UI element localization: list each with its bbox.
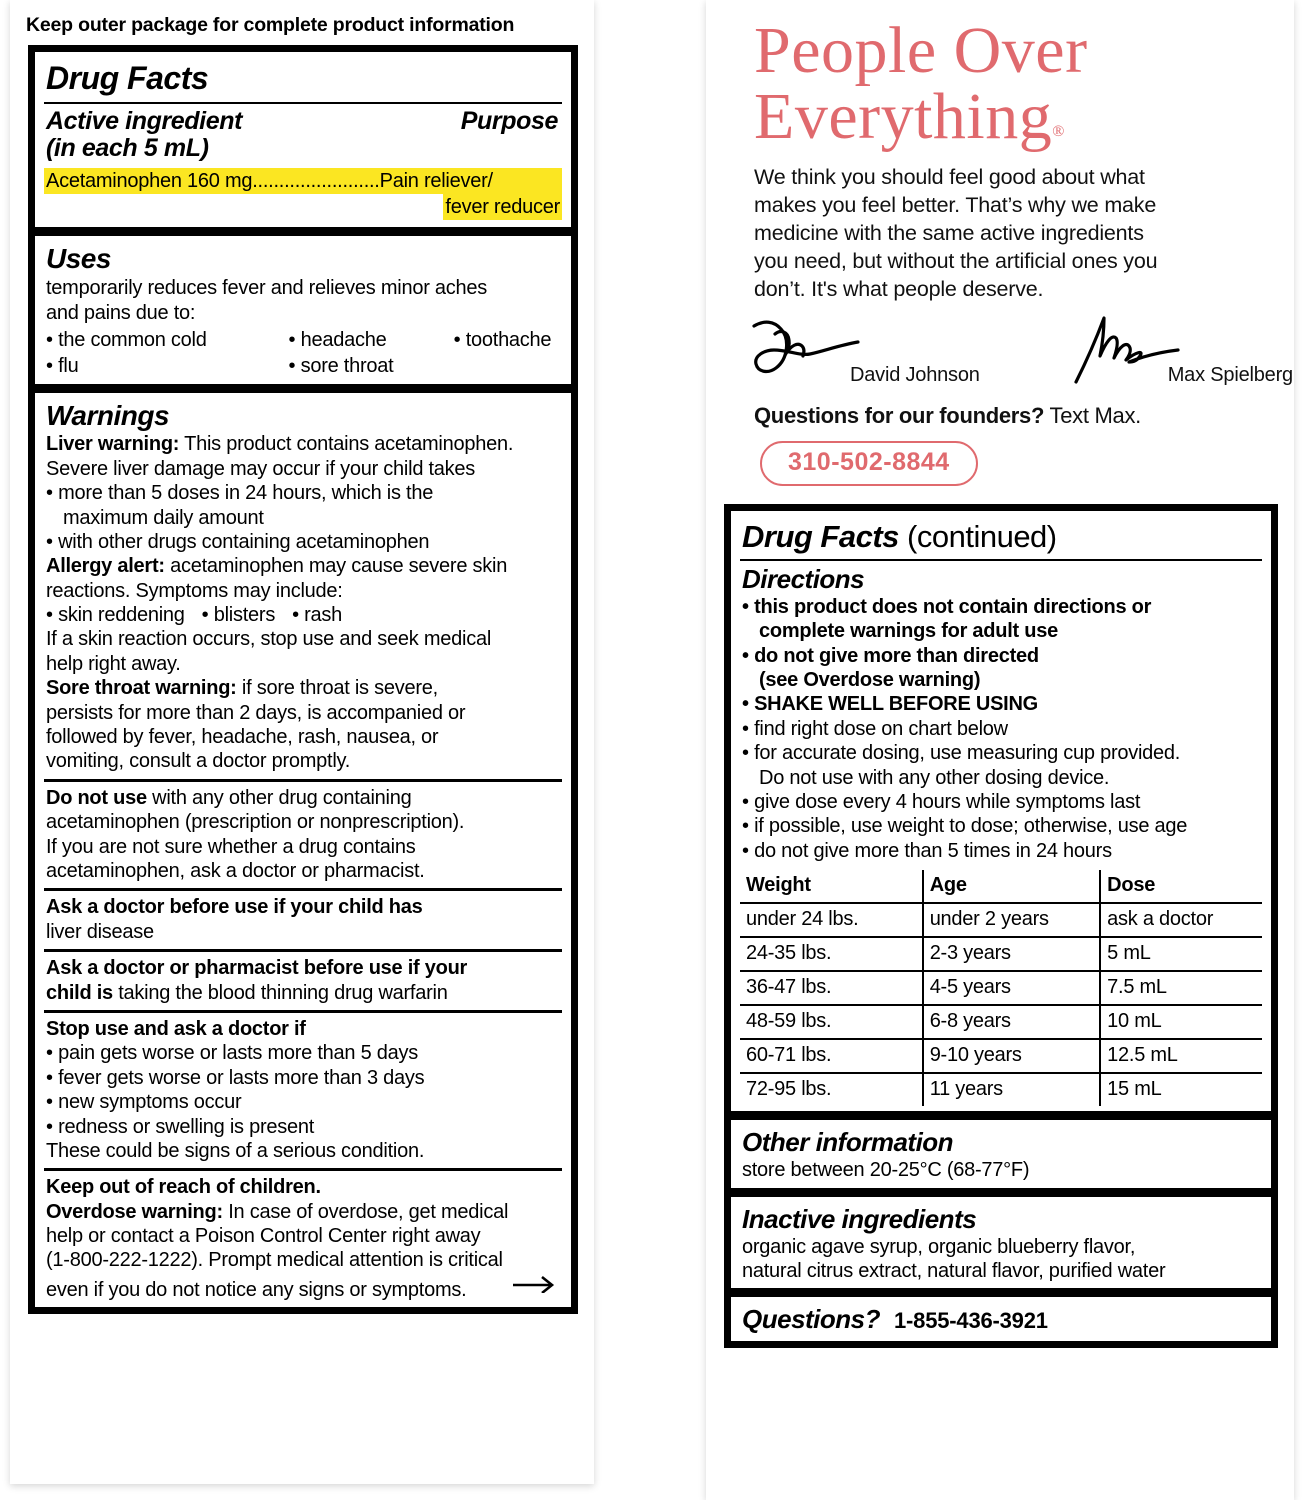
sore-throat-label: Sore throat warning:: [46, 677, 237, 700]
sore-throat-warning-block: [44, 676, 562, 774]
list-item: • flu: [46, 354, 79, 377]
liver-bullet-1-cont: maximum daily amount: [63, 506, 264, 529]
liver-warning-block: [44, 432, 562, 554]
active-ingredient-line1: Acetaminophen 160 mg........................Pain reliever/: [44, 168, 562, 194]
overdose-line4: even if you do not notice any signs or symptoms.: [46, 1278, 467, 1301]
overdose-line3: (1-800-222-1222). Prompt medical attention is critical: [46, 1249, 503, 1272]
section-band: [731, 1111, 1271, 1120]
drug-facts-title: Drug Facts: [46, 60, 209, 96]
liver-warning-line2: Severe liver damage may occur if your child takes: [46, 457, 476, 480]
do-not-use-line1: [46, 786, 562, 810]
direction-item-label: give dose every 4 hours while symptoms last: [754, 790, 1141, 813]
uses-intro-line1: temporarily reduces fever and relieves minor aches: [46, 277, 488, 300]
direction-item-label: do not give more than directed: [754, 644, 1039, 667]
list-item: • pain gets worse or lasts more than 5 days: [46, 1042, 419, 1065]
do-not-use-line3: If you are not sure whether a drug contains: [46, 835, 416, 858]
liver-bullet-1: more than 5 doses in 24 hours, which is the: [58, 482, 434, 505]
table-row: [740, 1005, 1262, 1039]
inactive-ingredients-line2: natural citrus extract, natural flavor, purified water: [742, 1259, 1166, 1282]
direction-item-cont: Do not use with any other dosing device.: [759, 766, 1110, 789]
inactive-ingredients-section: [731, 1197, 1271, 1288]
divider: [44, 888, 562, 891]
keep-out-overdose-block: [44, 1175, 562, 1302]
cell-age: 4-5 years: [923, 971, 1100, 1005]
liver-warning-text: This product contains acetaminophen.: [179, 433, 514, 456]
right-label-panel: [706, 0, 1294, 1500]
ask-doctor-label-text: Ask a doctor before use if your child has: [46, 896, 423, 919]
outer-package-note: Keep outer package for complete product information: [26, 14, 515, 36]
questions-section: [731, 1297, 1271, 1341]
left-label-panel: [10, 0, 594, 1484]
brand-wordmark: [706, 0, 1294, 153]
list-item: • redness or swelling is present: [46, 1115, 315, 1138]
uses-item-label: flu: [58, 354, 79, 377]
other-information-title: Other information: [742, 1127, 954, 1158]
cell-dose: 5 mL: [1100, 937, 1262, 971]
section-band: [731, 1288, 1271, 1297]
directions-bold-bullets: [740, 595, 1262, 717]
table-row: [740, 1039, 1262, 1073]
continue-arrow-icon: [512, 1273, 562, 1302]
active-ingredient-heading-line1: Active ingredient: [46, 106, 243, 135]
ask-doctor-label: [46, 895, 562, 919]
cell-weight: 60-71 lbs.: [740, 1039, 923, 1073]
inactive-ingredients-title: Inactive ingredients: [742, 1203, 977, 1234]
divider: [44, 949, 562, 952]
list-item: • fever gets worse or lasts more than 3 days: [46, 1066, 425, 1089]
list-item: • with other drugs containing acetaminophen: [46, 530, 430, 553]
directions-section: [731, 511, 1271, 1111]
active-ingredient-line2-row: [44, 194, 562, 220]
cell-dose: 10 mL: [1100, 1005, 1262, 1039]
list-item: • find right dose on chart below: [742, 717, 1008, 740]
section-band: [35, 384, 571, 393]
allergy-after-line2: help right away.: [46, 652, 181, 675]
uses-item-label: sore throat: [300, 354, 394, 377]
divider: [740, 559, 1262, 561]
allergy-symptom-list: [46, 603, 562, 627]
list-item: • toothache: [453, 328, 552, 351]
cell-dose: 12.5 mL: [1100, 1039, 1262, 1073]
sore-throat-line1: [46, 676, 562, 700]
ask-pharmacist-label-1: Ask a doctor or pharmacist before use if your: [46, 957, 468, 980]
allergy-alert-block: [44, 554, 562, 676]
mission-line-2: makes you feel better. That’s why we make: [754, 192, 1157, 217]
overdose-line4-row: [46, 1273, 562, 1302]
cell-weight: 36-47 lbs.: [740, 971, 923, 1005]
sore-throat-text: if sore throat is severe,: [236, 677, 438, 700]
uses-item-label: toothache: [465, 328, 552, 351]
cell-age: under 2 years: [923, 903, 1100, 937]
founders-prompt: [706, 389, 1294, 429]
list-item: • rash: [292, 604, 343, 627]
list-item: • new symptoms occur: [46, 1091, 242, 1114]
keep-out-label: Keep out of reach of children.: [46, 1176, 321, 1199]
cell-weight: 24-35 lbs.: [740, 937, 923, 971]
cell-weight: under 24 lbs.: [740, 903, 923, 937]
overdose-text: In case of overdose, get medical: [222, 1200, 509, 1223]
keep-out-of-reach: [46, 1175, 562, 1199]
drug-facts-continued-title: [740, 517, 1262, 558]
uses-section: [35, 236, 571, 383]
stop-use-block: [44, 1017, 562, 1163]
active-ingredient-heading: [46, 108, 242, 163]
uses-list-row-1: [44, 327, 562, 353]
warnings-section: [35, 393, 571, 1308]
do-not-use-text: with any other drug containing: [146, 786, 412, 809]
stop-item-label: new symptoms occur: [58, 1091, 242, 1114]
direction-item-label: for accurate dosing, use measuring cup provided.: [754, 742, 1181, 765]
cell-weight: 72-95 lbs.: [746, 1078, 832, 1101]
mission-line-4: you need, but without the artificial ones you: [754, 248, 1158, 273]
stop-item-label: redness or swelling is present: [58, 1115, 315, 1138]
overdose-label: Overdose warning:: [46, 1200, 223, 1223]
section-band: [35, 227, 571, 236]
ask-pharmacist-line2: [46, 981, 562, 1005]
do-not-use-block: [44, 786, 562, 884]
column-header-age: Age: [923, 870, 1100, 903]
questions-title: Questions?: [742, 1304, 881, 1335]
sore-throat-line2: persists for more than 2 days, is accompanied or: [46, 701, 466, 724]
direction-item-label: this product does not contain directions or: [754, 595, 1152, 618]
table-row: [740, 971, 1262, 1005]
allergy-after-line1: If a skin reaction occurs, stop use and seek medical: [46, 628, 492, 651]
stop-use-label: [46, 1017, 562, 1041]
other-information-text: store between 20-25°C (68-77°F): [742, 1158, 1030, 1181]
drug-facts-continued-box: [724, 504, 1278, 1349]
divider: [44, 102, 562, 104]
list-item: • do not give more than 5 times in 24 hours: [742, 839, 1112, 862]
drug-facts-box: [28, 45, 578, 1314]
cell-weight: 48-59 lbs.: [740, 1005, 923, 1039]
ask-pharmacist-line1: [46, 956, 562, 980]
cell-age: 2-3 years: [923, 937, 1100, 971]
uses-list-row-2: [44, 353, 562, 379]
warnings-title: Warnings: [46, 399, 170, 431]
drug-facts-continued-title-rest: (continued): [898, 518, 1057, 554]
allergy-alert-line2: reactions. Symptoms may include:: [46, 579, 343, 602]
uses-item-label: headache: [300, 328, 387, 351]
section-band: [731, 1188, 1271, 1197]
allergy-item-label: blisters: [213, 604, 276, 627]
table-header-row: [740, 870, 1262, 903]
list-item: • do not give more than directed: [742, 644, 1039, 667]
allergy-item-label: rash: [304, 604, 343, 627]
stop-item-label: fever gets worse or lasts more than 3 days: [58, 1066, 425, 1089]
sore-throat-line3: followed by fever, headache, rash, nausea, or: [46, 726, 439, 749]
mission-line-5: don’t. It's what people deserve.: [754, 276, 1044, 301]
active-ingredient-heading-line2: (in each 5 mL): [46, 134, 209, 163]
liver-bullet-2: with other drugs containing acetaminophen: [58, 530, 430, 553]
cell-dose: 7.5 mL: [1100, 971, 1262, 1005]
sore-throat-line4: vomiting, consult a doctor promptly.: [46, 750, 351, 773]
registered-mark-icon: ®: [1052, 123, 1065, 140]
list-item: • headache: [288, 328, 387, 351]
overdose-line1: [46, 1200, 562, 1224]
allergy-alert-text: acetaminophen may cause severe skin: [164, 555, 508, 578]
do-not-use-line4: acetaminophen, ask a doctor or pharmacist.: [46, 859, 425, 882]
signature-icon-max-spielberg: [1066, 312, 1184, 389]
uses-intro-line2: and pains due to:: [46, 302, 196, 325]
list-item-empty: [454, 353, 562, 379]
divider: [44, 1010, 562, 1013]
founder-name-label: David Johnson: [850, 363, 980, 386]
divider: [44, 779, 562, 782]
active-ingredient-header-row: [44, 106, 562, 163]
allergy-alert-label: Allergy alert:: [46, 555, 165, 578]
drug-facts-header-section: [35, 52, 571, 227]
cell-dose: 15 mL: [1100, 1073, 1262, 1106]
table-row: [740, 903, 1262, 937]
signature-icon-david-johnson: [748, 312, 866, 389]
uses-item-label: the common cold: [58, 328, 207, 351]
mission-line-3: medicine with the same active ingredients: [754, 220, 1144, 245]
divider: [44, 1168, 562, 1171]
purpose-heading: Purpose: [460, 106, 558, 135]
questions-phone[interactable]: 1-855-436-3921: [894, 1308, 1048, 1334]
founder-name-label: Max Spielberg: [1167, 363, 1293, 386]
stop-item-label: pain gets worse or lasts more than 5 days: [58, 1042, 419, 1065]
directions-regular-bullets: [740, 717, 1262, 863]
active-ingredient-line2: fever reducer: [443, 194, 562, 220]
direction-item-label: if possible, use weight to dose; otherwise, use age: [754, 815, 1188, 838]
ask-pharmacist-label-2: child is: [46, 981, 113, 1004]
list-item: • the common cold: [46, 328, 207, 351]
direction-item-label: SHAKE WELL BEFORE USING: [754, 693, 1038, 716]
ask-doctor-text: liver disease: [46, 920, 154, 943]
mission-statement: [706, 150, 1294, 304]
cell-age: 6-8 years: [923, 1005, 1100, 1039]
do-not-use-label: Do not use: [46, 786, 147, 809]
directions-title: Directions: [742, 564, 865, 595]
list-item: • give dose every 4 hours while symptoms last: [742, 790, 1141, 813]
inactive-ingredients-line1: organic agave syrup, organic blueberry flavor,: [742, 1235, 1136, 1258]
list-item: • blisters: [201, 604, 276, 627]
brand-line-2-row: [754, 80, 1294, 153]
founder-2: [1066, 312, 1293, 389]
liver-warning-label: Liver warning:: [46, 433, 180, 456]
stop-use-after: These could be signs of a serious condition.: [46, 1139, 425, 1162]
founder-1: [748, 312, 980, 389]
overdose-line2: help or contact a Poison Control Center right away: [46, 1225, 481, 1248]
ask-pharmacist-block: [44, 956, 562, 1005]
cell-age: 11 years: [923, 1073, 1100, 1106]
stop-use-label-text: Stop use and ask a doctor if: [46, 1017, 306, 1040]
dosing-table: [740, 870, 1262, 1106]
founders-prompt-rest: Text Max.: [1044, 402, 1141, 428]
list-item: • for accurate dosing, use measuring cup provided.: [742, 742, 1181, 765]
mission-line-1: We think you should feel good about what: [754, 165, 1145, 189]
founder-signatures: [706, 304, 1294, 389]
direction-item-label: do not give more than 5 times in 24 hours: [754, 839, 1112, 862]
active-ingredient-highlight: [44, 168, 562, 223]
ask-pharmacist-text: taking the blood thinning drug warfarin: [112, 981, 448, 1004]
list-item: • this product does not contain directions or: [742, 595, 1152, 618]
list-item: • sore throat: [288, 354, 394, 377]
cell-age: 9-10 years: [923, 1039, 1100, 1073]
table-row: [740, 1073, 1262, 1106]
list-item: • skin reddening: [46, 604, 185, 627]
questions-row: [740, 1303, 1262, 1336]
founders-phone-row: [706, 429, 1294, 486]
list-item: • SHAKE WELL BEFORE USING: [742, 693, 1038, 716]
uses-title: Uses: [46, 243, 111, 275]
ask-doctor-block: [44, 895, 562, 944]
other-information-section: [731, 1120, 1271, 1188]
direction-item-cont: complete warnings for adult use: [759, 620, 1058, 643]
direction-item-label: find right dose on chart below: [754, 717, 1008, 740]
founders-phone-badge[interactable]: 310-502-8844: [760, 441, 978, 486]
founders-prompt-bold: Questions for our founders?: [754, 402, 1045, 428]
do-not-use-line2: acetaminophen (prescription or nonprescription).: [46, 811, 465, 834]
list-item: • if possible, use weight to dose; otherwise, use age: [742, 815, 1188, 838]
list-item: • more than 5 doses in 24 hours, which is the: [46, 482, 434, 505]
column-header-weight: Weight: [740, 870, 923, 903]
column-header-dose: Dose: [1100, 870, 1262, 903]
table-row: [740, 937, 1262, 971]
allergy-item-label: skin reddening: [58, 604, 185, 627]
brand-line-2: Everything: [754, 80, 1053, 153]
allergy-alert-line1: [46, 554, 562, 578]
brand-line-1: People Over: [754, 14, 1088, 87]
drug-facts-continued-title-bold: Drug Facts: [742, 518, 899, 554]
cell-dose: ask a doctor: [1100, 903, 1262, 937]
liver-warning-line1: [46, 432, 562, 456]
direction-item-cont: (see Overdose warning): [759, 669, 981, 691]
